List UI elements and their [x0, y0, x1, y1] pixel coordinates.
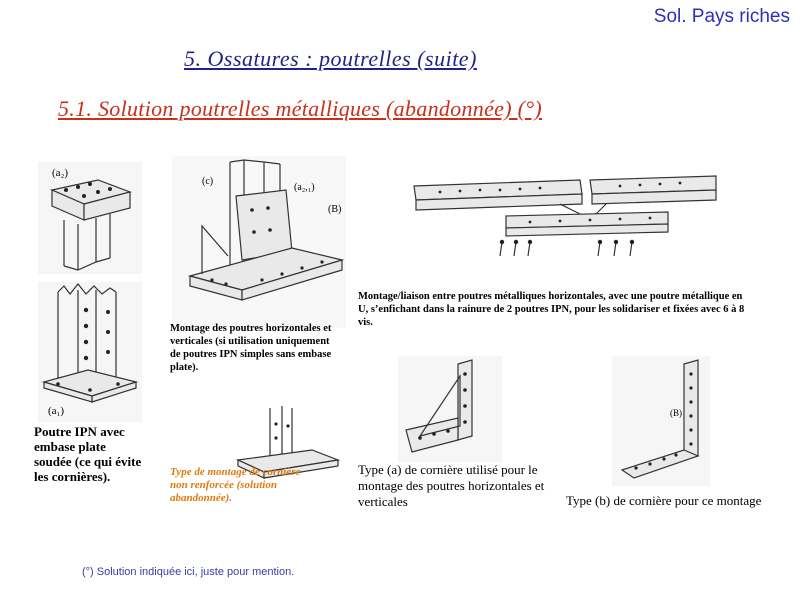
caption-montage-ipn: Montage des poutres horizontales et verticales (si utilisation uniquement de poutres IPN simples sans embase plate). — [170, 323, 332, 373]
label-b: (B) — [328, 204, 342, 215]
page-title: 5. Ossatures : poutrelles (suite) — [184, 46, 477, 71]
label-a2: (a₂) — [52, 167, 69, 179]
montage-sketch — [172, 156, 346, 328]
label-a1: (a₁) — [48, 405, 65, 417]
caption-ipn-base: Poutre IPN avec embase plate soudée (ce qui évite les cornières). — [34, 424, 142, 484]
corner-label: Sol. Pays riches — [653, 6, 790, 27]
label-a21: (a₂,₁) — [294, 182, 315, 193]
footnote: (°) Solution indiquée ici, juste pour mention. — [82, 566, 295, 578]
section-subtitle: 5.1. Solution poutrelles métalliques (abandonnée) (°) — [58, 96, 542, 121]
corniere-a-sketch — [398, 356, 502, 462]
label-c: (c) — [202, 176, 214, 187]
liaison-sketch — [410, 172, 722, 262]
corniere-b-sketch — [612, 356, 710, 486]
ipn-base-sketch — [38, 282, 142, 422]
ipn-top-sketch — [38, 162, 142, 274]
caption-corniere-b: Type (b) de cornière pour ce montage — [566, 493, 762, 508]
label-b2: (B) — [670, 408, 682, 418]
caption-montage-liaison: Montage/liaison entre poutres métalliques horizontales, avec une poutre métallique en U, s’enfichant dans la rainure de 2 poutres IPN, pour les solidariser et fixées avec 6 à 8 vis. — [358, 291, 745, 328]
caption-type-montage: Type de montage de cornière non renforcée (solution abandonnée). — [170, 466, 301, 504]
caption-corniere-a: Type (a) de cornière utilisé pour le montage des poutres horizontales et verticales — [358, 462, 545, 509]
